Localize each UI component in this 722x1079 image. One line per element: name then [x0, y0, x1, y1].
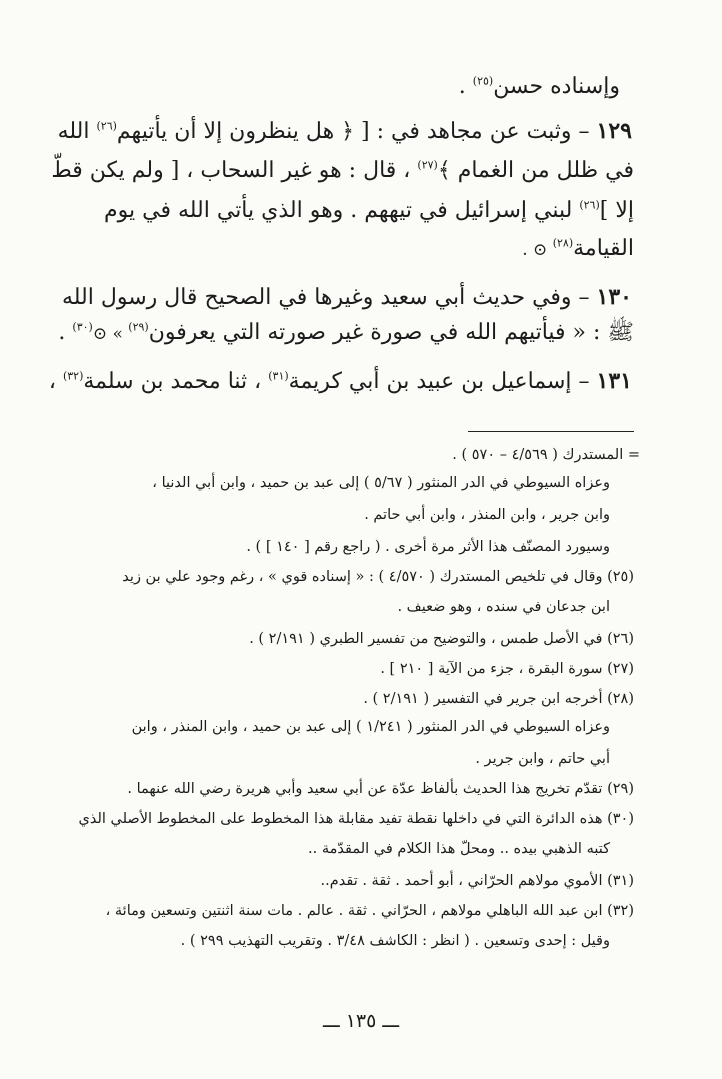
footnote-28: (٢٨) أخرجه ابن جرير في التفسير ( ٢/١٩١ ) . [363, 691, 634, 707]
footnote-ref: (٢٥) [472, 74, 494, 88]
text: لبني إسرائيل في تيههم . وهو الذي يأتي الله في يوم [104, 198, 580, 223]
text: إلا ] [599, 198, 634, 223]
text: القيامة [573, 236, 634, 261]
footnote-line: كتبه الذهبي بيده .. ومحلّ هذا الكلام في المقدّمة .. [308, 841, 610, 857]
paragraph-129-line-2 [0, 156, 722, 186]
paragraph-129-line-4 [0, 234, 722, 265]
paragraph-130-line-2 [0, 318, 722, 349]
footnote-27: (٢٧) سورة البقرة ، جزء من الآية [ ٢١٠ ] . [380, 661, 634, 677]
text: – إسماعيل بن عبيد بن أبي كريمة [288, 369, 597, 394]
footnote-29: (٢٩) تقدّم تخريج هذا الحديث بألفاظ عدّة عن أبي سعيد وأبي هريرة رضي الله عنهما . [127, 781, 634, 797]
paragraph-129-line-1 [0, 116, 722, 147]
text: . [458, 74, 473, 99]
footnote-31: (٣١) الأموي مولاهم الحرّاني ، أبو أحمد . ثقة . تقدم.. [320, 873, 634, 889]
footnote-ref: (٣٠) [72, 320, 93, 334]
footnote-ref: (٢٩) [128, 320, 149, 334]
text: الله [57, 119, 97, 144]
text: ﷺ : « فيأتيهم الله في صورة غير صورته التي يعرفون [148, 320, 634, 345]
text: » ⊙ [92, 324, 129, 344]
paragraph-129-line-3 [0, 196, 722, 226]
page-number: ـــ ١٣٥ ـــ [322, 1010, 400, 1032]
text: . [58, 320, 73, 345]
footnote-line: وابن جرير ، وابن المنذر ، وابن أبي حاتم . [364, 507, 610, 523]
text: ، ثنا محمد بن سلمة [83, 369, 269, 394]
text: – وفي حديث أبي سعيد وغيرها في الصحيح قال رسول الله [61, 285, 597, 310]
text: ، [48, 369, 63, 394]
text: وإسناده حسن [493, 74, 620, 99]
footnote-line: وعزاه السيوطي في الدر المنثور ( ٥/٦٧ ) إلى عبد بن حميد ، وابن أبي الدنيا ، [152, 475, 610, 491]
paragraph-131-line-1 [0, 366, 722, 397]
text: في ظلل من الغمام ﴾ [437, 158, 634, 183]
footnote-ref: (٢٦) [579, 198, 600, 212]
footnote-line: وعزاه السيوطي في الدر المنثور ( ١/٢٤١ ) إلى عبد بن حميد ، وابن المنذر ، وابن [131, 719, 610, 735]
text: ⊙ . [522, 240, 553, 260]
main-line-1 [0, 72, 722, 102]
paragraph-number: ١٣١ [596, 368, 632, 394]
footnote-line: ابن جدعان في سنده ، وهو ضعيف . [397, 599, 610, 615]
text: ، قال : هو غير السحاب ، [ ولم يكن قطّ [51, 158, 418, 183]
footnote-ref: (٢٦) [96, 119, 117, 133]
footnote-32: (٣٢) ابن عبد الله الباهلي مولاهم ، الحرّاني . ثقة . عالم . مات سنة اثنتين وتسعين ومائة ، [105, 903, 634, 919]
paragraph-130-line-1 [0, 282, 722, 313]
paragraph-number: ١٢٩ [596, 118, 632, 144]
footnote-line: = المستدرك ( ٤/٥٦٩ – ٥٧٠ ) . [452, 447, 640, 463]
footnote-line: وسيورد المصنّف هذا الأثر مرة أخرى . ( راجع رقم [ ١٤٠ ] ) . [246, 539, 610, 555]
paragraph-number: ١٣٠ [596, 284, 632, 310]
footnote-ref: (٣١) [268, 369, 289, 383]
footnote-line: أبي حاتم ، وابن جرير . [475, 751, 610, 767]
footnote-ref: (٢٨) [552, 236, 574, 250]
footnote-line: وقيل : إحدى وتسعين . ( انظر : الكاشف ٣/٤٨ . وتقريب التهذيب ٢٩٩ ) . [180, 933, 610, 949]
footnote-25: (٢٥) وقال في تلخيص المستدرك ( ٤/٥٧٠ ) : « إسناده قوي » ، رغم وجود علي بن زيد [122, 569, 634, 585]
footnote-separator [468, 431, 634, 432]
footnote-ref: (٢٧) [417, 158, 438, 172]
footnote-30: (٣٠) هذه الدائرة التي في داخلها نقطة تفيد مقابلة هذا المخطوط على المخطوط الأصلي الذي [78, 811, 634, 827]
text: – وثبت عن مجاهد في : [ ﴿ هل ينظرون إلا أن يأتيهم [116, 119, 597, 144]
footnote-ref: (٣٢) [62, 369, 84, 383]
footnote-26: (٢٦) في الأصل طمس ، والتوضيح من تفسير الطبري ( ٢/١٩١ ) . [249, 631, 634, 647]
